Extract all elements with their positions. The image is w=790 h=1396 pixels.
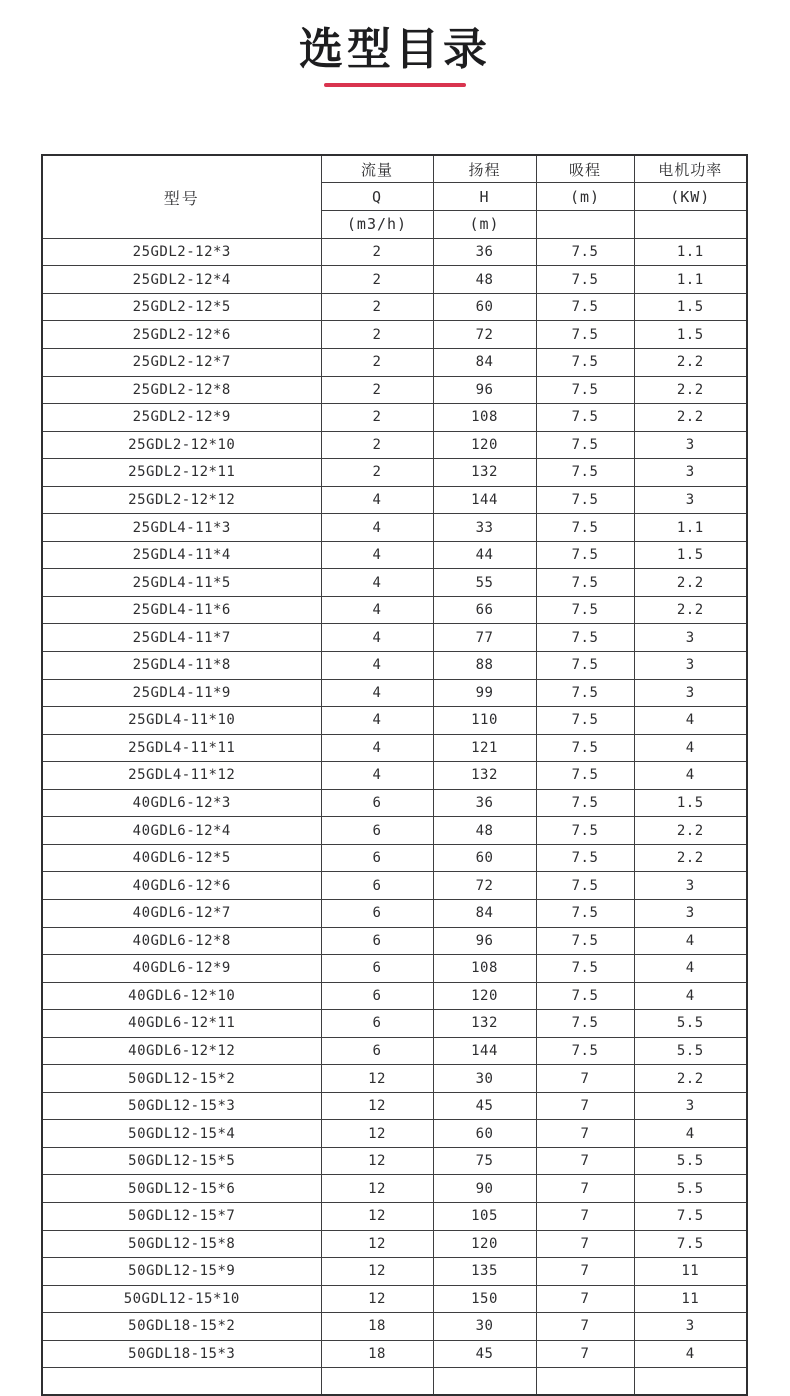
header-row-1: [42, 155, 747, 183]
table-row: [42, 596, 747, 624]
power-cell: 5.5: [634, 1010, 747, 1038]
model-cell: 50GDL12-15*6: [42, 1175, 321, 1203]
head-cell: 96: [433, 927, 536, 955]
table-row: [42, 266, 747, 294]
table-row: [42, 1202, 747, 1230]
power-cell: 3: [634, 899, 747, 927]
power-cell: 5.5: [634, 1037, 747, 1065]
suction-cell: 7.5: [536, 789, 634, 817]
model-cell: 40GDL6-12*12: [42, 1037, 321, 1065]
flow-cell: 6: [321, 1010, 433, 1038]
model-cell: 25GDL2-12*10: [42, 431, 321, 459]
power-cell: 2.2: [634, 569, 747, 597]
model-cell: 50GDL12-15*8: [42, 1230, 321, 1258]
model-cell: 40GDL6-12*5: [42, 844, 321, 872]
suction-cell: 7.5: [536, 652, 634, 680]
flow-cell: 2: [321, 459, 433, 487]
head-cell: 66: [433, 596, 536, 624]
flow-cell: 18: [321, 1313, 433, 1341]
power-cell: 1.5: [634, 293, 747, 321]
model-cell: 25GDL4-11*12: [42, 762, 321, 790]
power-cell: 2.2: [634, 817, 747, 845]
table-row: [42, 789, 747, 817]
model-cell: 25GDL4-11*6: [42, 596, 321, 624]
flow-cell: 2: [321, 321, 433, 349]
model-cell: 25GDL4-11*8: [42, 652, 321, 680]
model-cell: 50GDL12-15*2: [42, 1065, 321, 1093]
model-cell: 50GDL12-15*9: [42, 1258, 321, 1286]
head-cell: 72: [433, 321, 536, 349]
header-suction-name: 吸程: [536, 155, 634, 183]
suction-cell: 7: [536, 1202, 634, 1230]
model-cell: 50GDL18-15*3: [42, 1340, 321, 1368]
table-row: [42, 1285, 747, 1313]
model-cell: 40GDL6-12*8: [42, 927, 321, 955]
header-suction-blank: [536, 211, 634, 239]
table-row: [42, 1065, 747, 1093]
power-cell: 1.5: [634, 789, 747, 817]
flow-cell: 6: [321, 844, 433, 872]
suction-cell: 7.5: [536, 927, 634, 955]
power-cell: 2.2: [634, 844, 747, 872]
model-cell: 40GDL6-12*6: [42, 872, 321, 900]
flow-cell: 2: [321, 376, 433, 404]
flow-cell: 18: [321, 1340, 433, 1368]
model-cell: 25GDL2-12*4: [42, 266, 321, 294]
suction-cell: 7.5: [536, 321, 634, 349]
model-cell: 25GDL2-12*12: [42, 486, 321, 514]
suction-cell: 7: [536, 1285, 634, 1313]
suction-cell: 7.5: [536, 541, 634, 569]
head-cell: 84: [433, 899, 536, 927]
flow-cell: 6: [321, 817, 433, 845]
head-cell: 120: [433, 431, 536, 459]
header-power-blank: [634, 211, 747, 239]
power-cell: 3: [634, 872, 747, 900]
flow-cell: 4: [321, 624, 433, 652]
flow-cell: 2: [321, 404, 433, 432]
table-row-clipped: [42, 1368, 747, 1396]
flow-cell: 2: [321, 349, 433, 377]
model-cell: 25GDL2-12*8: [42, 376, 321, 404]
head-cell: 132: [433, 459, 536, 487]
suction-cell: 7.5: [536, 486, 634, 514]
table-row: [42, 624, 747, 652]
table-row: [42, 376, 747, 404]
power-cell: 11: [634, 1285, 747, 1313]
head-cell: 144: [433, 1037, 536, 1065]
model-cell: 50GDL18-15*2: [42, 1313, 321, 1341]
flow-cell: 6: [321, 955, 433, 983]
flow-cell: 6: [321, 899, 433, 927]
head-cell: 44: [433, 541, 536, 569]
header-flow-name: 流量: [321, 155, 433, 183]
header-power-unit: (KW): [634, 183, 747, 211]
header-flow-symbol: Q: [321, 183, 433, 211]
flow-cell: 2: [321, 238, 433, 266]
power-cell: 1.1: [634, 514, 747, 542]
power-cell: 1.5: [634, 541, 747, 569]
table-row: [42, 1230, 747, 1258]
table-row: [42, 238, 747, 266]
power-cell: [634, 1368, 747, 1396]
head-cell: 108: [433, 955, 536, 983]
table-row: [42, 486, 747, 514]
head-cell: 48: [433, 266, 536, 294]
head-cell: 45: [433, 1340, 536, 1368]
table-row: [42, 1037, 747, 1065]
head-cell: 105: [433, 1202, 536, 1230]
header-suction-unit: (m): [536, 183, 634, 211]
flow-cell: 12: [321, 1065, 433, 1093]
model-cell: 40GDL6-12*4: [42, 817, 321, 845]
suction-cell: 7.5: [536, 293, 634, 321]
flow-cell: 6: [321, 872, 433, 900]
power-cell: 2.2: [634, 376, 747, 404]
power-cell: 4: [634, 1340, 747, 1368]
power-cell: 11: [634, 1258, 747, 1286]
model-cell: 25GDL4-11*7: [42, 624, 321, 652]
suction-cell: 7: [536, 1313, 634, 1341]
suction-cell: [536, 1368, 634, 1396]
header-power-name: 电机功率: [634, 155, 747, 183]
suction-cell: 7: [536, 1092, 634, 1120]
table-row: [42, 1010, 747, 1038]
table-row: [42, 541, 747, 569]
table-row: [42, 1313, 747, 1341]
head-cell: [433, 1368, 536, 1396]
flow-cell: 4: [321, 707, 433, 735]
head-cell: 33: [433, 514, 536, 542]
suction-cell: 7: [536, 1258, 634, 1286]
model-cell: 25GDL4-11*3: [42, 514, 321, 542]
table-row: [42, 1147, 747, 1175]
table-row: [42, 1258, 747, 1286]
table-row: [42, 652, 747, 680]
table-row: [42, 927, 747, 955]
flow-cell: 6: [321, 927, 433, 955]
suction-cell: 7.5: [536, 376, 634, 404]
flow-cell: 12: [321, 1230, 433, 1258]
power-cell: 4: [634, 762, 747, 790]
head-cell: 108: [433, 404, 536, 432]
flow-cell: 6: [321, 1037, 433, 1065]
model-cell: 25GDL2-12*7: [42, 349, 321, 377]
power-cell: 4: [634, 1120, 747, 1148]
model-cell: 50GDL12-15*10: [42, 1285, 321, 1313]
model-cell: 25GDL4-11*4: [42, 541, 321, 569]
table-row: [42, 817, 747, 845]
selection-table: [41, 154, 748, 1396]
suction-cell: 7.5: [536, 817, 634, 845]
flow-cell: 4: [321, 569, 433, 597]
model-cell: 50GDL12-15*7: [42, 1202, 321, 1230]
head-cell: 60: [433, 293, 536, 321]
power-cell: 5.5: [634, 1147, 747, 1175]
flow-cell: 6: [321, 789, 433, 817]
table-row: [42, 844, 747, 872]
model-cell: 25GDL2-12*11: [42, 459, 321, 487]
suction-cell: 7.5: [536, 349, 634, 377]
flow-cell: 12: [321, 1202, 433, 1230]
table-row: [42, 679, 747, 707]
table-row: [42, 982, 747, 1010]
power-cell: 3: [634, 486, 747, 514]
table-row: [42, 349, 747, 377]
power-cell: 3: [634, 431, 747, 459]
model-cell: 25GDL4-11*10: [42, 707, 321, 735]
table-row: [42, 404, 747, 432]
table-row: [42, 762, 747, 790]
suction-cell: 7: [536, 1120, 634, 1148]
table-row: [42, 321, 747, 349]
suction-cell: 7.5: [536, 1010, 634, 1038]
power-cell: 3: [634, 652, 747, 680]
page-title: 选型目录: [299, 24, 491, 75]
flow-cell: [321, 1368, 433, 1396]
power-cell: 1.1: [634, 266, 747, 294]
suction-cell: 7: [536, 1175, 634, 1203]
suction-cell: 7.5: [536, 679, 634, 707]
flow-cell: 4: [321, 679, 433, 707]
table-row: [42, 1340, 747, 1368]
model-cell: 25GDL4-11*11: [42, 734, 321, 762]
power-cell: 3: [634, 1092, 747, 1120]
flow-cell: 12: [321, 1092, 433, 1120]
table-row: [42, 514, 747, 542]
power-cell: 2.2: [634, 596, 747, 624]
table-row: [42, 431, 747, 459]
head-cell: 45: [433, 1092, 536, 1120]
head-cell: 30: [433, 1065, 536, 1093]
flow-cell: 12: [321, 1175, 433, 1203]
head-cell: 132: [433, 1010, 536, 1038]
head-cell: 121: [433, 734, 536, 762]
head-cell: 144: [433, 486, 536, 514]
power-cell: 2.2: [634, 404, 747, 432]
suction-cell: 7: [536, 1230, 634, 1258]
title-underline: [324, 83, 466, 87]
head-cell: 135: [433, 1258, 536, 1286]
power-cell: 4: [634, 982, 747, 1010]
model-cell: 25GDL4-11*9: [42, 679, 321, 707]
flow-cell: 4: [321, 486, 433, 514]
head-cell: 36: [433, 238, 536, 266]
model-cell: 25GDL2-12*3: [42, 238, 321, 266]
header-model: 型号: [42, 155, 321, 238]
table-body: [42, 238, 747, 1395]
flow-cell: 4: [321, 762, 433, 790]
power-cell: 4: [634, 955, 747, 983]
power-cell: 4: [634, 734, 747, 762]
table-row: [42, 872, 747, 900]
suction-cell: 7: [536, 1065, 634, 1093]
power-cell: 3: [634, 679, 747, 707]
table-row: [42, 1120, 747, 1148]
table-row: [42, 1175, 747, 1203]
model-cell: 50GDL12-15*3: [42, 1092, 321, 1120]
suction-cell: 7.5: [536, 514, 634, 542]
flow-cell: 12: [321, 1258, 433, 1286]
model-cell: 40GDL6-12*3: [42, 789, 321, 817]
head-cell: 30: [433, 1313, 536, 1341]
flow-cell: 4: [321, 541, 433, 569]
power-cell: 7.5: [634, 1202, 747, 1230]
suction-cell: 7.5: [536, 982, 634, 1010]
header-head-symbol: H: [433, 183, 536, 211]
table-row: [42, 569, 747, 597]
table-row: [42, 734, 747, 762]
header-head-name: 扬程: [433, 155, 536, 183]
flow-cell: 6: [321, 982, 433, 1010]
suction-cell: 7: [536, 1147, 634, 1175]
power-cell: 3: [634, 624, 747, 652]
head-cell: 75: [433, 1147, 536, 1175]
table-row: [42, 707, 747, 735]
suction-cell: 7.5: [536, 707, 634, 735]
table-row: [42, 955, 747, 983]
power-cell: 2.2: [634, 349, 747, 377]
power-cell: 7.5: [634, 1230, 747, 1258]
suction-cell: 7.5: [536, 955, 634, 983]
flow-cell: 12: [321, 1120, 433, 1148]
model-cell: 40GDL6-12*9: [42, 955, 321, 983]
power-cell: 3: [634, 1313, 747, 1341]
model-cell: 25GDL4-11*5: [42, 569, 321, 597]
power-cell: 4: [634, 707, 747, 735]
table-row: [42, 899, 747, 927]
flow-cell: 2: [321, 293, 433, 321]
suction-cell: 7.5: [536, 624, 634, 652]
power-cell: 1.5: [634, 321, 747, 349]
model-cell: 50GDL12-15*4: [42, 1120, 321, 1148]
model-cell: 25GDL2-12*9: [42, 404, 321, 432]
suction-cell: 7.5: [536, 872, 634, 900]
suction-cell: 7.5: [536, 266, 634, 294]
head-cell: 84: [433, 349, 536, 377]
model-cell: 40GDL6-12*11: [42, 1010, 321, 1038]
flow-cell: 4: [321, 514, 433, 542]
head-cell: 120: [433, 1230, 536, 1258]
suction-cell: 7.5: [536, 459, 634, 487]
head-cell: 72: [433, 872, 536, 900]
suction-cell: 7.5: [536, 596, 634, 624]
suction-cell: 7.5: [536, 238, 634, 266]
header-head-unit: (m): [433, 211, 536, 239]
table-row: [42, 459, 747, 487]
power-cell: 2.2: [634, 1065, 747, 1093]
flow-cell: 4: [321, 652, 433, 680]
suction-cell: 7.5: [536, 844, 634, 872]
head-cell: 48: [433, 817, 536, 845]
head-cell: 36: [433, 789, 536, 817]
header-flow-unit: (m3/h): [321, 211, 433, 239]
model-cell: [42, 1368, 321, 1396]
model-cell: 25GDL2-12*6: [42, 321, 321, 349]
suction-cell: 7.5: [536, 404, 634, 432]
table-header: [42, 155, 747, 238]
model-cell: 25GDL2-12*5: [42, 293, 321, 321]
head-cell: 110: [433, 707, 536, 735]
suction-cell: 7.5: [536, 762, 634, 790]
suction-cell: 7.5: [536, 734, 634, 762]
power-cell: 5.5: [634, 1175, 747, 1203]
suction-cell: 7.5: [536, 1037, 634, 1065]
suction-cell: 7: [536, 1340, 634, 1368]
table-row: [42, 1092, 747, 1120]
head-cell: 132: [433, 762, 536, 790]
head-cell: 96: [433, 376, 536, 404]
head-cell: 55: [433, 569, 536, 597]
head-cell: 88: [433, 652, 536, 680]
flow-cell: 12: [321, 1285, 433, 1313]
head-cell: 90: [433, 1175, 536, 1203]
flow-cell: 2: [321, 266, 433, 294]
head-cell: 99: [433, 679, 536, 707]
suction-cell: 7.5: [536, 899, 634, 927]
suction-cell: 7.5: [536, 569, 634, 597]
head-cell: 77: [433, 624, 536, 652]
model-cell: 50GDL12-15*5: [42, 1147, 321, 1175]
head-cell: 60: [433, 844, 536, 872]
head-cell: 120: [433, 982, 536, 1010]
power-cell: 4: [634, 927, 747, 955]
flow-cell: 4: [321, 596, 433, 624]
model-cell: 40GDL6-12*7: [42, 899, 321, 927]
power-cell: 3: [634, 459, 747, 487]
head-cell: 150: [433, 1285, 536, 1313]
power-cell: 1.1: [634, 238, 747, 266]
flow-cell: 2: [321, 431, 433, 459]
model-cell: 40GDL6-12*10: [42, 982, 321, 1010]
flow-cell: 12: [321, 1147, 433, 1175]
suction-cell: 7.5: [536, 431, 634, 459]
head-cell: 60: [433, 1120, 536, 1148]
flow-cell: 4: [321, 734, 433, 762]
table-row: [42, 293, 747, 321]
